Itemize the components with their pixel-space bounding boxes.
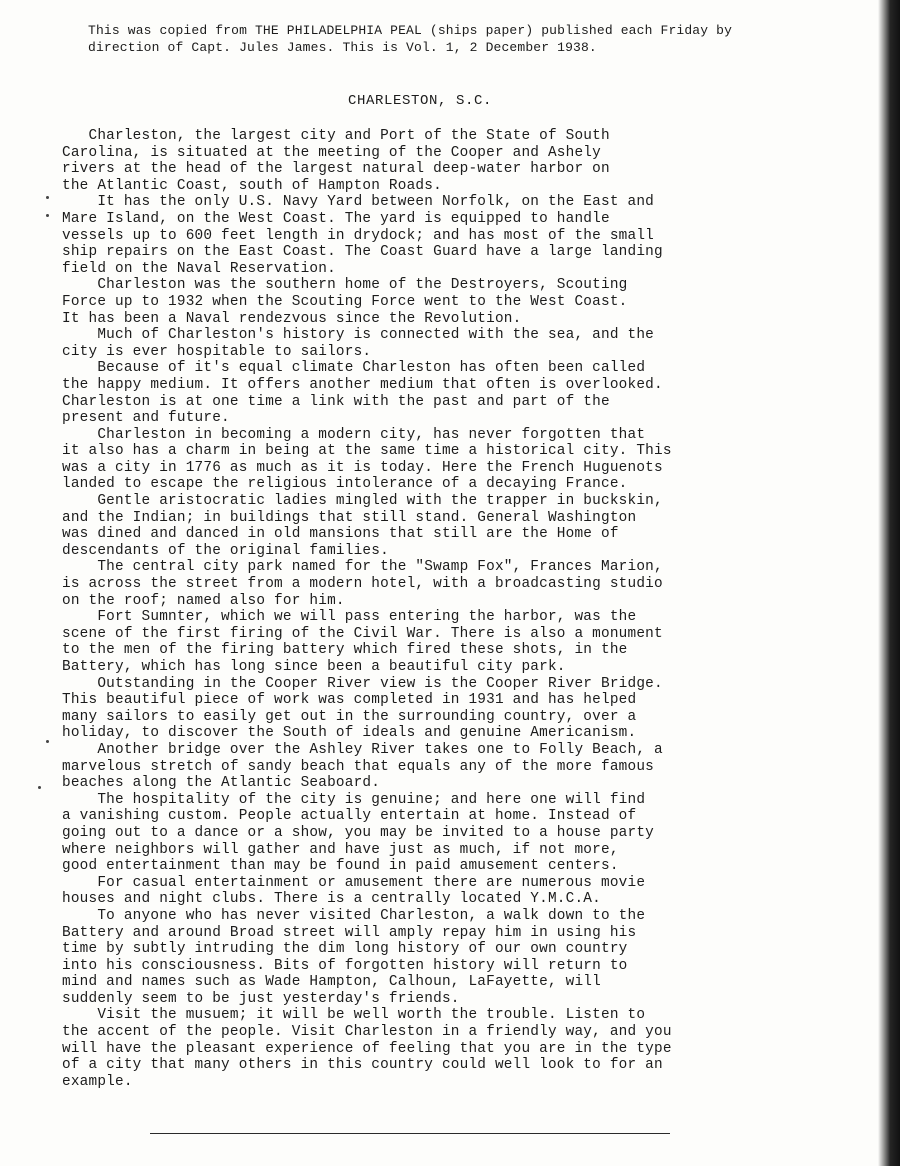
- body-line: Battery and around Broad street will amply repay him in using his: [62, 924, 637, 941]
- body-line: holiday, to discover the South of ideals and genuine Americanism.: [62, 725, 637, 742]
- body-line: Charleston, the largest city and Port of the State of South: [62, 128, 610, 144]
- body-line: the happy medium. It offers another medium that often is overlooked.: [62, 376, 663, 393]
- body-line: a vanishing custom. People actually entertain at home. Instead of: [62, 808, 637, 825]
- body-line: time by subtly intruding the dim long history of our own country: [62, 941, 628, 958]
- body-line: example.: [62, 1073, 133, 1090]
- body-line: where neighbors will gather and have just as much, if not more,: [62, 841, 619, 858]
- body-line: it also has a charm in being at the same time a historical city. This: [62, 443, 672, 460]
- margin-speck: [46, 740, 49, 743]
- margin-speck: [46, 214, 49, 217]
- body-line: marvelous stretch of sandy beach that equals any of the more famous: [62, 758, 654, 775]
- body-line: descendants of the original families.: [62, 542, 389, 559]
- body-line: Carolina, is situated at the meeting of the Cooper and Ashely: [62, 144, 601, 161]
- body-line: It has the only U.S. Navy Yard between Norfolk, on the East and: [62, 194, 654, 211]
- body-line: vessels up to 600 feet length in drydock; and has most of the small: [62, 227, 654, 244]
- margin-speck: [38, 786, 41, 789]
- body-line: Force up to 1932 when the Scouting Force went to the West Coast.: [62, 293, 628, 310]
- body-line: The hospitality of the city is genuine; and here one will find: [62, 791, 646, 808]
- body-line: The central city park named for the "Swamp Fox", Frances Marion,: [62, 559, 663, 576]
- body-line: This beautiful piece of work was completed in 1931 and has helped: [62, 692, 637, 709]
- body-line: to the men of the firing battery which fired these shots, in the: [62, 642, 628, 659]
- article-body: [62, 128, 792, 1090]
- body-line: beaches along the Atlantic Seaboard.: [62, 775, 381, 792]
- body-line: Another bridge over the Ashley River takes one to Folly Beach, a: [62, 741, 663, 758]
- body-line: good entertainment than may be found in paid amusement centers.: [62, 858, 619, 875]
- margin-speck: [46, 196, 49, 199]
- body-line: Much of Charleston's history is connected with the sea, and the: [62, 327, 654, 344]
- scan-edge-shadow: [878, 0, 900, 1166]
- body-line: was a city in 1776 as much as it is today. Here the French Huguenots: [62, 459, 663, 476]
- header-note-line-2: direction of Capt. Jules James. This is Vol. 1, 2 December 1938.: [88, 40, 597, 55]
- page-title: CHARLESTON, S.C.: [347, 93, 493, 109]
- body-line: houses and night clubs. There is a centrally located Y.M.C.A.: [62, 891, 601, 908]
- body-line: into his consciousness. Bits of forgotten history will return to: [62, 957, 628, 974]
- body-line: many sailors to easily get out in the surrounding country, over a: [62, 708, 637, 725]
- body-line: is across the street from a modern hotel, with a broadcasting studio: [62, 576, 663, 593]
- body-line: mind and names such as Wade Hampton, Calhoun, LaFayette, will: [62, 974, 601, 991]
- body-line: going out to a dance or a show, you may be invited to a house party: [62, 824, 654, 841]
- body-line: landed to escape the religious intolerance of a decaying France.: [62, 476, 628, 493]
- body-line: rivers at the head of the largest natural deep-water harbor on: [62, 161, 610, 178]
- body-line: Mare Island, on the West Coast. The yard is equipped to handle: [62, 210, 610, 227]
- body-line: the Atlantic Coast, south of Hampton Roads.: [62, 177, 442, 194]
- body-line: of a city that many others in this country could well look to for an: [62, 1057, 663, 1074]
- body-line: city is ever hospitable to sailors.: [62, 343, 372, 360]
- header-note: [88, 22, 808, 56]
- body-line: will have the pleasant experience of feeling that you are in the type: [62, 1040, 672, 1057]
- body-line: field on the Naval Reservation.: [62, 260, 336, 277]
- body-line: Charleston is at one time a link with the past and part of the: [62, 393, 610, 410]
- body-line: Gentle aristocratic ladies mingled with the trapper in buckskin,: [62, 493, 663, 510]
- body-line: Charleston was the southern home of the Destroyers, Scouting: [62, 277, 628, 294]
- body-line: Visit the musuem; it will be well worth the trouble. Listen to: [62, 1007, 646, 1024]
- body-line: It has been a Naval rendezvous since the Revolution.: [62, 310, 522, 327]
- body-line: scene of the first firing of the Civil War. There is also a monument: [62, 625, 663, 642]
- body-line: on the roof; named also for him.: [62, 592, 345, 609]
- body-line: Battery, which has long since been a beautiful city park.: [62, 659, 566, 675]
- body-line: To anyone who has never visited Charleston, a walk down to the: [62, 907, 646, 924]
- body-line: present and future.: [62, 410, 230, 427]
- body-line: Because of it's equal climate Charleston has often been called: [62, 360, 646, 377]
- body-line: was dined and danced in old mansions that still are the Home of: [62, 526, 619, 543]
- body-line: For casual entertainment or amusement there are numerous movie: [62, 874, 646, 891]
- body-line: ship repairs on the East Coast. The Coast Guard have a large landing: [62, 244, 663, 261]
- closing-rule: [150, 1133, 670, 1134]
- body-line: the accent of the people. Visit Charleston in a friendly way, and you: [62, 1024, 672, 1041]
- header-note-line-1: This was copied from THE PHILADELPHIA PEAL (ships paper) published each Friday by: [88, 23, 733, 38]
- body-line: Outstanding in the Cooper River view is the Cooper River Bridge.: [62, 675, 663, 692]
- body-line: Fort Sumnter, which we will pass entering the harbor, was the: [62, 609, 637, 626]
- body-line: Charleston in becoming a modern city, has never forgotten that: [62, 426, 646, 443]
- body-line: suddenly seem to be just yesterday's friends.: [62, 990, 460, 1007]
- body-line: and the Indian; in buildings that still stand. General Washington: [62, 509, 637, 526]
